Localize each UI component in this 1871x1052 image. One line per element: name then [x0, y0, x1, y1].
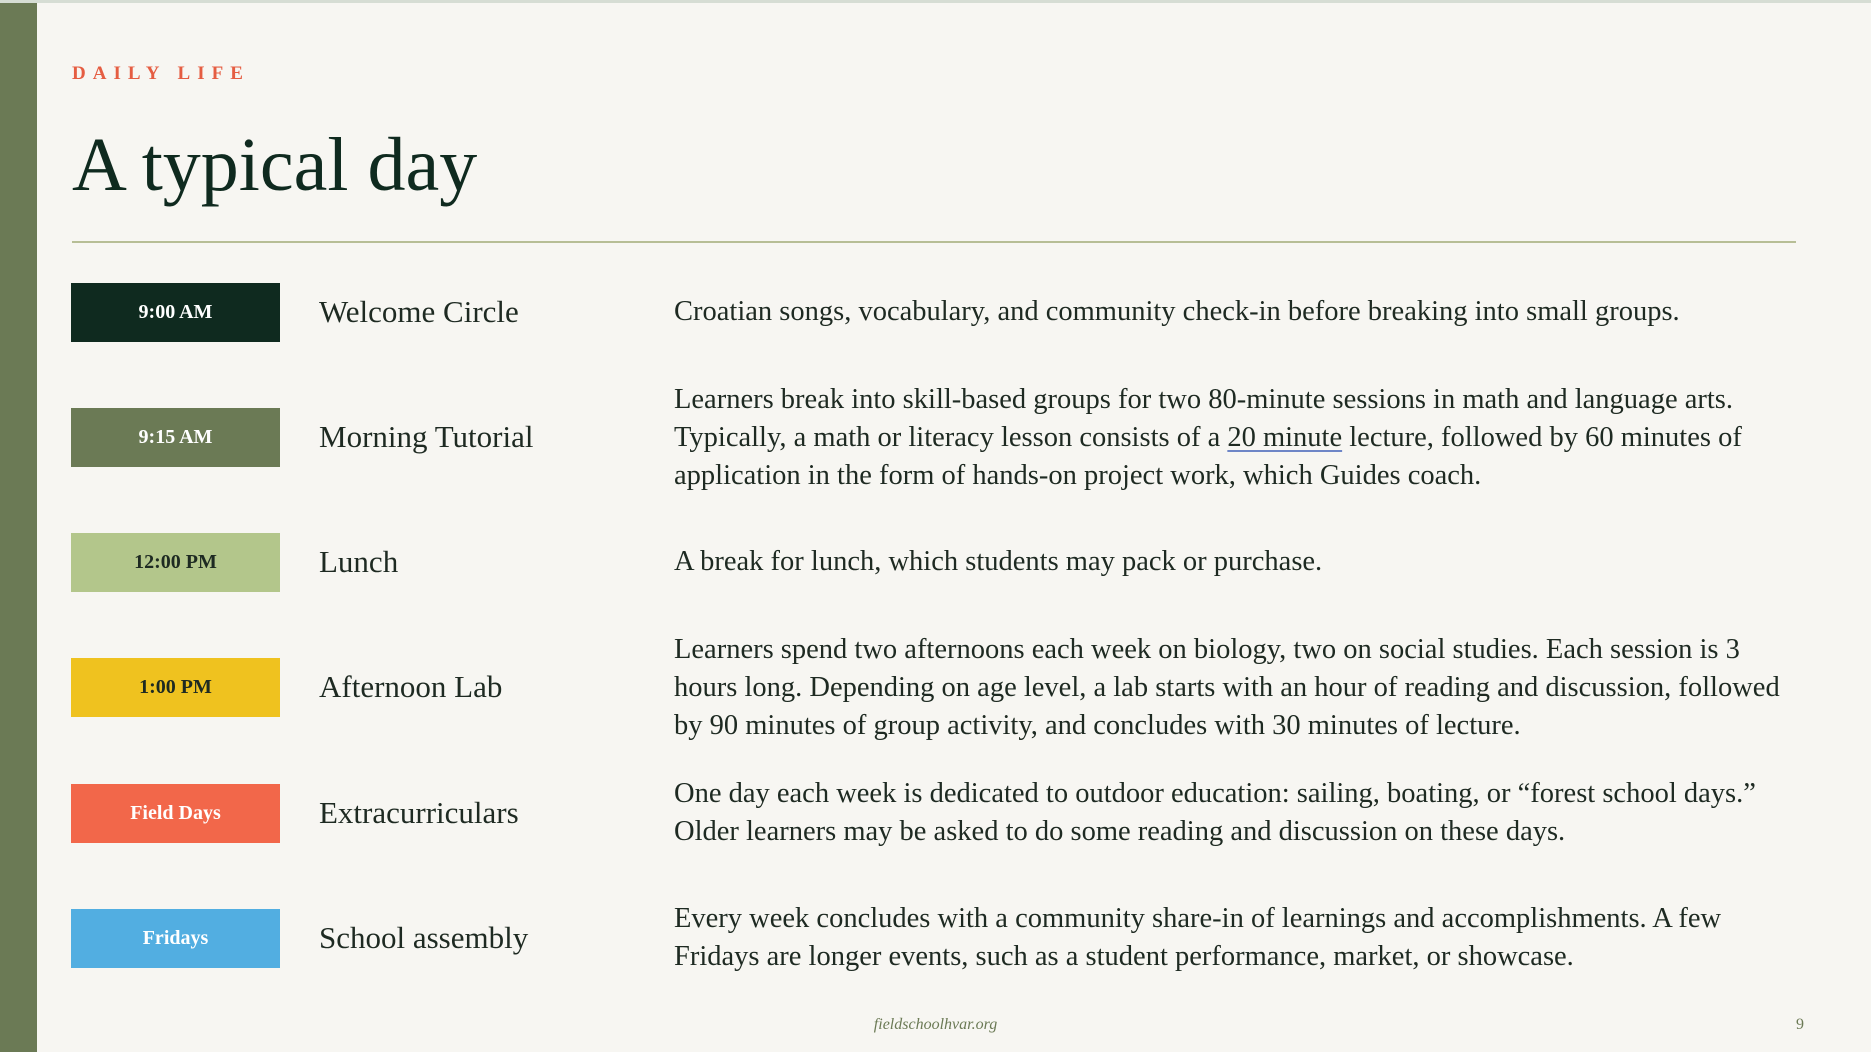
time-badge: Field Days [71, 784, 280, 843]
left-accent-bar [0, 3, 37, 1052]
page-number: 9 [1796, 1016, 1804, 1033]
activity-description [674, 381, 1796, 495]
activity-name: Morning Tutorial [319, 419, 534, 454]
description-highlight: 20 minute [1227, 422, 1343, 453]
time-badge: 1:00 PM [71, 658, 280, 717]
time-badge: 9:00 AM [71, 283, 280, 342]
section-eyebrow: DAILY LIFE [72, 63, 250, 84]
activity-name: School assembly [319, 920, 529, 955]
time-badge: Fridays [71, 909, 280, 968]
activity-name: Welcome Circle [319, 294, 519, 329]
activity-description: Every week concludes with a community share-in of learnings and accomplishments. A few Fridays are longer events, such as a student performance, market, or showcase. [674, 903, 1722, 972]
description-text: Learners break into skill-based groups for two 80-minute sessions in math and language arts. Typically, a math or literacy lesson consists of a [674, 384, 1733, 453]
time-badge: 9:15 AM [71, 408, 280, 467]
page-title: A typical day [72, 123, 478, 207]
time-badge: 12:00 PM [71, 533, 280, 592]
activity-description: Croatian songs, vocabulary, and community check-in before breaking into small groups. [674, 296, 1680, 327]
activity-name: Afternoon Lab [319, 669, 503, 704]
activity-description: Learners spend two afternoons each week on biology, two on social studies. Each session is 3 hours long. Depending on age level, a lab starts with an hour of reading and discussion, followed by 90 minutes of group activity, and concludes with 30 minutes of lecture. [674, 634, 1780, 741]
description-text: lecture, followed by 60 minutes of application in the form of hands-on project work, which Guides coach. [674, 422, 1742, 491]
footer-url[interactable]: fieldschoolhvar.org [873, 1016, 998, 1033]
activity-description: One day each week is dedicated to outdoor education: sailing, boating, or “forest school days.” Older learners may be asked to do some reading and discussion on these days. [674, 778, 1756, 847]
top-border [0, 0, 1871, 3]
activity-description: A break for lunch, which students may pack or purchase. [674, 546, 1323, 577]
title-divider [72, 241, 1796, 243]
activity-name: Extracurriculars [319, 795, 519, 830]
activity-name: Lunch [319, 544, 399, 579]
